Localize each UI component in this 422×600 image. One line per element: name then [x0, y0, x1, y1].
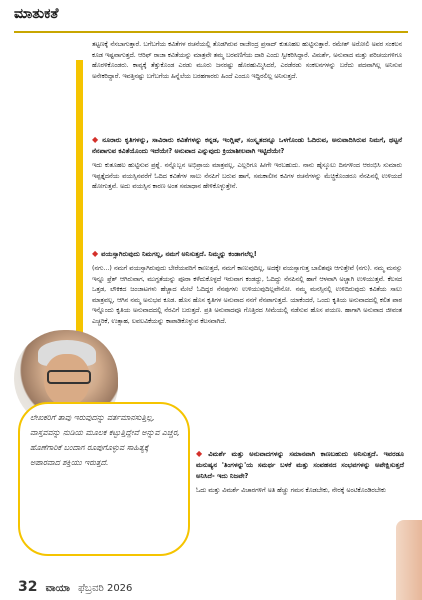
question-3: ◆ ವಿಮರ್ಶೆ ಮತ್ತು ಅನುವಾದಗಳನ್ನು ಸಮಾನವಾಗಿ ಕಾಣಬಹುದು ಅನಿಸುತ್ತದೆ. ಇವರಡೂ ಮನುಷ್ಯನ 'ತಿಂಗಳನ್ನು'ಯ ಸಮರ್ಥ ಬಳಕೆ ಮತ್ತು ಸಂವಹನದ ಸಂಭವಗಳನ್ನು ಅಪೇಕ್ಷಿಸುತ್ತದೆ ಅನಿಸಿದೆ- ಇದು ನಿಜವೇ?: [196, 449, 404, 480]
pull-quote-text: ಲೇಖಕರಿಗೆ ತಾವು ಇರುವುದನ್ನು ವರ್ತಮಾನಸುತ್ತಿಲ್ಲ, ವಾಸ್ತವವನ್ನು ನುಡಿಯ ಮೂಲಕ ಕಟ್ಟುತ್ತಿದ್ದೇವೆ ಅನ್ನುವ ಎಚ್ಚರ, ಹೊಣೆಗಾರಿಕೆ ಬಂದಾಗ ರೂಪುಗೊಳ್ಳುವ ಸಾಹಿತ್ಯಕ್ಕೆ ಅಪಾರವಾದ ಶಕ್ತಿಯು ಇರುತ್ತದೆ.: [30, 413, 180, 467]
header-divider: [14, 31, 408, 33]
diamond-bullet-icon: ◆: [92, 249, 99, 258]
diamond-bullet-icon: ◆: [196, 449, 206, 458]
intro-paragraph: ತಟ್ಟಣಕ್ಕೆ ನೆಸಬಾಗುತ್ತಾರೆ. ಬಗೆಬಗೆಯ ಕವಿತೆಗಳ ರಚನೆಯಲ್ಲಿ ತೊಡಗಿರುವ ರಾಜೇಂದ್ರ ಪ್ರಸಾದ್ ಕುತೂಹಲ ಹುಟ್ಟಿಸುತ್ತಾರೆ. ರಮೇಶ್ ಅರೋಲಿ ಅವರ ಸಂಕಲನ ಕೂಡ ಇಷ್ಟವಾಗುತ್ತದೆ. ಆರಿಫ್ ರಾಜಾ ಕವಿತೆಯನ್ನು ಮಾತ್ರವೇ ತಮ್ಮ ಬರವಣಿಗೆಯ ದಾರಿ ಎಂದು ಸ್ವೀಕರಿಸಿದ್ದಾರೆ. ವಿಮರ್ಶೆ, ಅನುವಾದ ಮತ್ತು ಪರಿಚಯಗಳಿಗೂ ಹೊರಳಿಕೊಂಡರು. ಕಾವ್ಯಕ್ಕೆ ತೆತ್ತುಕೊಂಡ ಎರಡು ಮೂರು ಜನರಷ್ಟು ಹೊರಹುಮ್ಮಿಸಿದರೆ, ಎರಡೆರಡು ಸಂಕಲನಗಳನ್ನು ಬರೆದು ಪದವಾಗಿಲ್ಲ ಅನಿಸುವ ಅನೇಕರಿದ್ದಾರೆ. ಇವತ್ತಿನಷ್ಟು ಬಗೆಬಗೆಯ ಹಿನ್ನೆಲೆಯ ಬರಹಗಾರರು ಹಿಂದೆ ಎಂದೂ ಇದ್ದಿರಲಿಲ್ಲ ಅನಿಸುತ್ತದೆ.: [92, 41, 402, 80]
qa-block-1: [92, 134, 402, 197]
magazine-name: ವಾಯಾ: [45, 583, 70, 594]
decorative-image-edge: [396, 520, 422, 600]
diamond-bullet-icon: ◆: [92, 135, 100, 144]
intro-block: [92, 40, 402, 86]
qa-block-3: [196, 448, 404, 501]
question-1: ◆ ನೂರಾರು ಕೃತಿಗಳನ್ನು, ಸಾವಿರಾರು ಕವಿತೆಗಳನ್ನು ಕನ್ನಡ, ಇಂಗ್ಲಿಷ್, ಸಂಸ್ಕೃತದನ್ನೂ ಒಳಗೊಂಡು ಓದಿರುವ, ಅನುವಾದಿಸಿರುವ ನಿಮಗೆ, ಥಟ್ಟನೆ ನೆನಪಾಗುವ ಕವಿತೆಯೊಂದು ಇದೆಯೇ? ಅನುವಾದ ಎನ್ನುವುದು ಕ್ರಿಯಾಶೀಲವಾಗಿ ಇಟ್ಟಿದೆಯೇ?: [92, 135, 403, 155]
answer-1: ಇದು ಕುತೂಹಲ ಹುಟ್ಟಿಸುವ ಪ್ರಶ್ನೆ. ನನ್ನೊಬ್ಬನ ಅಭಿಪ್ರಾಯ ಮಾತ್ರವಲ್ಲ, ಎಲ್ಲರಿಗೂ ಹೀಗೇ ಇರಬಹುದು. ನಾನು ಹೈಸ್ಕೂಲು ದಿನಗಳಿಂದ ಆರಂಭಿಸಿ ಸುಮಾರು ಇಪ್ಪತ್ತೈದನೆಯ ವಯಸ್ಸಿನವರೆಗೆ ಓದಿದ ಕವಿತೆಗಳ ಸಾಲು ನೆನಪಿಗೆ ಬರುವ ಹಾಗೆ, ಸಮಕಾಲೀನ ಕವಿಗಳ ರಚನೆಗಳನ್ನು ಮೆಚ್ಚಿಕೊಂಡರೂ ನೆನಪಿನಲ್ಲಿ ಉಳಿಯದೆ ಹೋಗುತ್ತವೆ. ಅದು ವಯಸ್ಸಿನ ಕಾರಣ ಅಂತ ಸಮಾಧಾನ ಹೇಳಿಕೊಳ್ಳುತ್ತೇನೆ.: [92, 162, 402, 190]
page-number: 32: [18, 579, 38, 595]
page-header: [0, 0, 422, 36]
answer-3: ಓದು ಮತ್ತು ವಿಮರ್ಶೆ ವಿಚಾರಗಳಿಗೆ ಅತಿ ಹೆಚ್ಚು ಗಮನ ಕೊಡಬೇಕು, ನೇರಕ್ಕೆ ಅಂಟಿಕೊಂಡಿರಬೇಕು: [196, 487, 386, 494]
page-footer: [18, 579, 132, 595]
section-title: ಮಾತುಕತೆ: [14, 6, 59, 22]
question-2: ◆ ವಯಸ್ಸಾಗಿರುವುದು ನಿಮಗಲ್ಲ, ನಮಗೆ ಅನಿಸುತ್ತದೆ. ನಿಮ್ಮನ್ನು ಕಂಡಾಗಲೆಲ್ಲ!: [92, 249, 257, 258]
qa-block-2: [92, 248, 402, 331]
answer-2: (ನಗು...) ನಮಗೆ ವಯಸ್ಸಾಗಿರುವುದು ಬೇರೆಯವರಿಗೆ ಕಾಣುತ್ತದೆ, ನಮಗೆ ಕಾಣುವುದಿಲ್ಲ, ಅದಕ್ಕೇ ವಯಸ್ಸಾಗುತ್ತ ಬಾಲಿಶವೂ ಆಗುತ್ತೇವೆ (ನಗು). ನಮ್ಮ ಮನಸ್ಸು ಇನ್ನೂ ಫ್ರೆಶ್ ಆಗಿರುವಾಗ, ಮುಗ್ಧತೆಯನ್ನು ಪೂರಾ ಕಳೆದುಕೊಳ್ಳದೆ ಇರುವಾಗ ಕಂಡದ್ದು, ಓದಿದ್ದು ನೆನಪಿನಲ್ಲಿ ಹಾಗೆ ಆಳವಾಗಿ ಅಚ್ಚಾಗಿ ಉಳಿಯುತ್ತವೆ. ಕೆಲಸದ ಒತ್ತಡ, ಲೌಕಿಕದ ಜಂಜಾಟಗಳು ಹೆಚ್ಚಾದ ಮೇಲೆ ಓದಿದ್ದರ ನೆನಪುಗಳು ಉಳಿಯುವುದಿಲ್ಲವೇನೋ. ನಮ್ಮ ಮನಸ್ಸಿನಲ್ಲಿ ಉಳಿದಿರುವುದು ಕವಿತೆಯ ಸಾಲು ಮಾತ್ರವಲ್ಲ, ಆಗಿನ ನಮ್ಮ ಅನುಭವ ಕೂಡ. ಹೊಸ ಹೊಸ ಕೃತಿಗಳ ಅನುವಾದ ನನಗೆ ನೆನಪಾಗುತ್ತದೆ. ಯಾಕೆಂದರೆ, ಒಂದು ಕೃತಿಯ ಅನುವಾದದಲ್ಲಿ ಕಲಿತ ಪಾಠ ಇನ್ನೊಂದು ಕೃತಿಯ ಅನುವಾದದಲ್ಲಿ ನೆರವಿಗೆ ಬರುತ್ತದೆ. ಪ್ರತಿ ಅನುವಾದವೂ ಗೊತ್ತಿರದ ಸೀಮೆಯಲ್ಲಿ ನಡೆಸುವ ಹೊಸ ಪಯಣ. ಹಾಗಾಗಿ ಅನುವಾದ ಜೀವಂತ ಎಚ್ಚರಿಕೆ, ಉತ್ಸಾಹ, ಲವಲವಿಕೆಯನ್ನು ಕಾಪಾಡಿಕೊಳ್ಳುವ ಕೆಲಸವಾಗಿದೆ.: [92, 265, 402, 325]
issue-date: ಫೆಬ್ರವರಿ 2026: [78, 583, 133, 594]
